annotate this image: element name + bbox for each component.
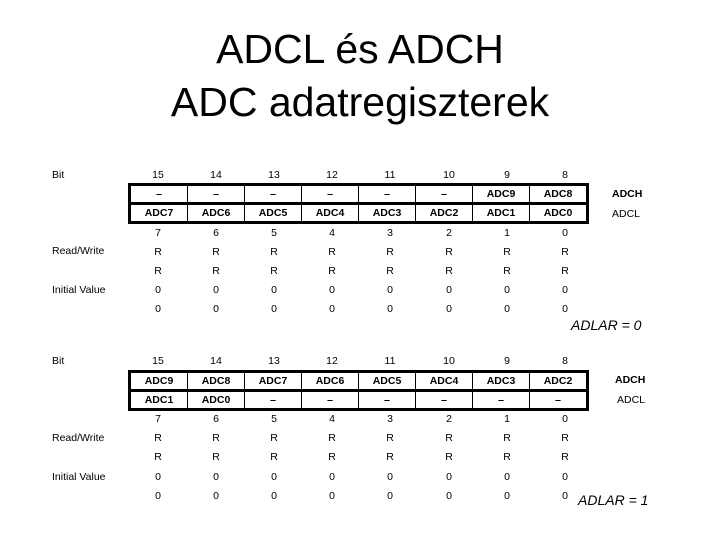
read-write-label: Read/Write: [52, 245, 105, 257]
bit-number: 14: [210, 169, 222, 181]
read-write-value: R: [561, 246, 569, 258]
initial-value: 0: [562, 284, 568, 296]
register-bit-cell: –: [245, 391, 302, 410]
read-write-value: R: [561, 451, 569, 463]
bit-number: 2: [446, 413, 452, 425]
register-bit-cell: –: [302, 185, 359, 204]
register-name-adch: ADCH: [615, 374, 646, 386]
bit-number: 6: [213, 227, 219, 239]
initial-value: 0: [387, 284, 393, 296]
read-write-value: R: [328, 451, 336, 463]
register-bit-cell: ADC0: [530, 204, 588, 223]
register-bit-cell: –: [245, 185, 302, 204]
register-bit-cell: ADC5: [245, 204, 302, 223]
initial-value: 0: [155, 490, 161, 502]
bit-number: 3: [387, 413, 393, 425]
initial-value: 0: [329, 284, 335, 296]
read-write-value: R: [154, 432, 162, 444]
register-bit-cell: ADC2: [416, 204, 473, 223]
bit-number: 13: [268, 169, 280, 181]
bit-number: 8: [562, 169, 568, 181]
read-write-value: R: [154, 246, 162, 258]
register-bit-cell: ADC9: [130, 372, 188, 391]
register-table: [128, 370, 589, 411]
register-table: [128, 183, 589, 224]
register-bit-cell: –: [473, 391, 530, 410]
bit-number: 0: [562, 413, 568, 425]
initial-value: 0: [504, 471, 510, 483]
read-write-value: R: [503, 451, 511, 463]
read-write-value: R: [212, 265, 220, 277]
read-write-value: R: [154, 265, 162, 277]
initial-value: 0: [562, 303, 568, 315]
read-write-label: Read/Write: [52, 432, 105, 444]
initial-value: 0: [562, 490, 568, 502]
bit-number: 0: [562, 227, 568, 239]
initial-value: 0: [155, 284, 161, 296]
bit-number: 5: [271, 413, 277, 425]
bit-number: 4: [329, 413, 335, 425]
read-write-value: R: [503, 265, 511, 277]
bit-number: 14: [210, 355, 222, 367]
register-name-adcl: ADCL: [612, 208, 641, 220]
bit-number: 12: [326, 169, 338, 181]
initial-value: 0: [213, 471, 219, 483]
read-write-value: R: [328, 246, 336, 258]
bit-number: 7: [155, 413, 161, 425]
register-bit-cell: ADC7: [130, 204, 188, 223]
read-write-value: R: [270, 265, 278, 277]
register-name-adcl: ADCL: [617, 394, 646, 406]
read-write-value: R: [386, 246, 394, 258]
initial-value: 0: [504, 303, 510, 315]
register-bit-cell: ADC1: [130, 391, 188, 410]
initial-value: 0: [329, 490, 335, 502]
register-bit-cell: –: [188, 185, 245, 204]
register-bit-cell: –: [302, 391, 359, 410]
read-write-value: R: [212, 451, 220, 463]
initial-value: 0: [446, 490, 452, 502]
register-bit-cell: ADC1: [473, 204, 530, 223]
read-write-value: R: [445, 432, 453, 444]
initial-value: 0: [213, 284, 219, 296]
read-write-value: R: [503, 246, 511, 258]
initial-value: 0: [271, 303, 277, 315]
read-write-value: R: [212, 246, 220, 258]
register-bit-cell: ADC8: [188, 372, 245, 391]
register-bit-cell: ADC6: [188, 204, 245, 223]
register-bit-cell: ADC5: [359, 372, 416, 391]
initial-value: 0: [213, 490, 219, 502]
initial-value: 0: [155, 471, 161, 483]
register-bit-cell: –: [416, 391, 473, 410]
read-write-value: R: [561, 265, 569, 277]
bit-number: 3: [387, 227, 393, 239]
read-write-value: R: [445, 265, 453, 277]
initial-value: 0: [504, 490, 510, 502]
initial-value: 0: [446, 471, 452, 483]
register-bit-cell: ADC8: [530, 185, 588, 204]
read-write-value: R: [154, 451, 162, 463]
bit-label: Bit: [52, 169, 65, 181]
initial-value: 0: [271, 471, 277, 483]
read-write-value: R: [503, 432, 511, 444]
read-write-value: R: [386, 432, 394, 444]
register-bit-cell: ADC4: [416, 372, 473, 391]
slide-title-line2: ADC adatregiszterek: [170, 79, 550, 125]
bit-number: 13: [268, 355, 280, 367]
read-write-value: R: [561, 432, 569, 444]
read-write-value: R: [270, 432, 278, 444]
initial-value: 0: [504, 284, 510, 296]
register-bit-cell: ADC9: [473, 185, 530, 204]
read-write-value: R: [328, 432, 336, 444]
bit-number: 8: [562, 355, 568, 367]
initial-value: 0: [446, 284, 452, 296]
bit-number: 1: [504, 413, 510, 425]
read-write-value: R: [270, 451, 278, 463]
initial-value: 0: [271, 490, 277, 502]
bit-number: 15: [152, 355, 164, 367]
register-bit-cell: ADC0: [188, 391, 245, 410]
register-bit-cell: ADC6: [302, 372, 359, 391]
initial-value-label: Initial Value: [52, 471, 106, 483]
initial-value-label: Initial Value: [52, 284, 106, 296]
bit-number: 1: [504, 227, 510, 239]
register-bit-cell: ADC4: [302, 204, 359, 223]
register-bit-cell: –: [530, 391, 588, 410]
bit-number: 9: [504, 355, 510, 367]
register-bit-cell: ADC7: [245, 372, 302, 391]
initial-value: 0: [387, 490, 393, 502]
initial-value: 0: [446, 303, 452, 315]
initial-value: 0: [387, 303, 393, 315]
register-bit-cell: –: [359, 185, 416, 204]
register-name-adch: ADCH: [612, 188, 643, 200]
bit-number: 11: [384, 355, 396, 367]
bit-number: 6: [213, 413, 219, 425]
bit-number: 11: [384, 169, 396, 181]
bit-number: 9: [504, 169, 510, 181]
bit-number: 15: [152, 169, 164, 181]
read-write-value: R: [212, 432, 220, 444]
read-write-value: R: [270, 246, 278, 258]
initial-value: 0: [562, 471, 568, 483]
bit-number: 7: [155, 227, 161, 239]
read-write-value: R: [445, 451, 453, 463]
adlar-note: ADLAR = 1: [578, 492, 649, 508]
register-bit-cell: ADC3: [473, 372, 530, 391]
bit-number: 12: [326, 355, 338, 367]
initial-value: 0: [329, 471, 335, 483]
bit-label: Bit: [52, 355, 65, 367]
initial-value: 0: [329, 303, 335, 315]
bit-number: 4: [329, 227, 335, 239]
register-bit-cell: –: [416, 185, 473, 204]
initial-value: 0: [387, 471, 393, 483]
register-bit-cell: ADC2: [530, 372, 588, 391]
bit-number: 2: [446, 227, 452, 239]
register-bit-cell: ADC3: [359, 204, 416, 223]
slide-title-line1: ADCL és ADCH: [216, 26, 504, 72]
read-write-value: R: [386, 265, 394, 277]
initial-value: 0: [271, 284, 277, 296]
bit-number: 10: [443, 355, 455, 367]
register-bit-cell: –: [359, 391, 416, 410]
bit-number: 10: [443, 169, 455, 181]
adlar-note: ADLAR = 0: [571, 317, 642, 333]
initial-value: 0: [213, 303, 219, 315]
bit-number: 5: [271, 227, 277, 239]
register-bit-cell: –: [130, 185, 188, 204]
read-write-value: R: [445, 246, 453, 258]
read-write-value: R: [386, 451, 394, 463]
initial-value: 0: [155, 303, 161, 315]
read-write-value: R: [328, 265, 336, 277]
